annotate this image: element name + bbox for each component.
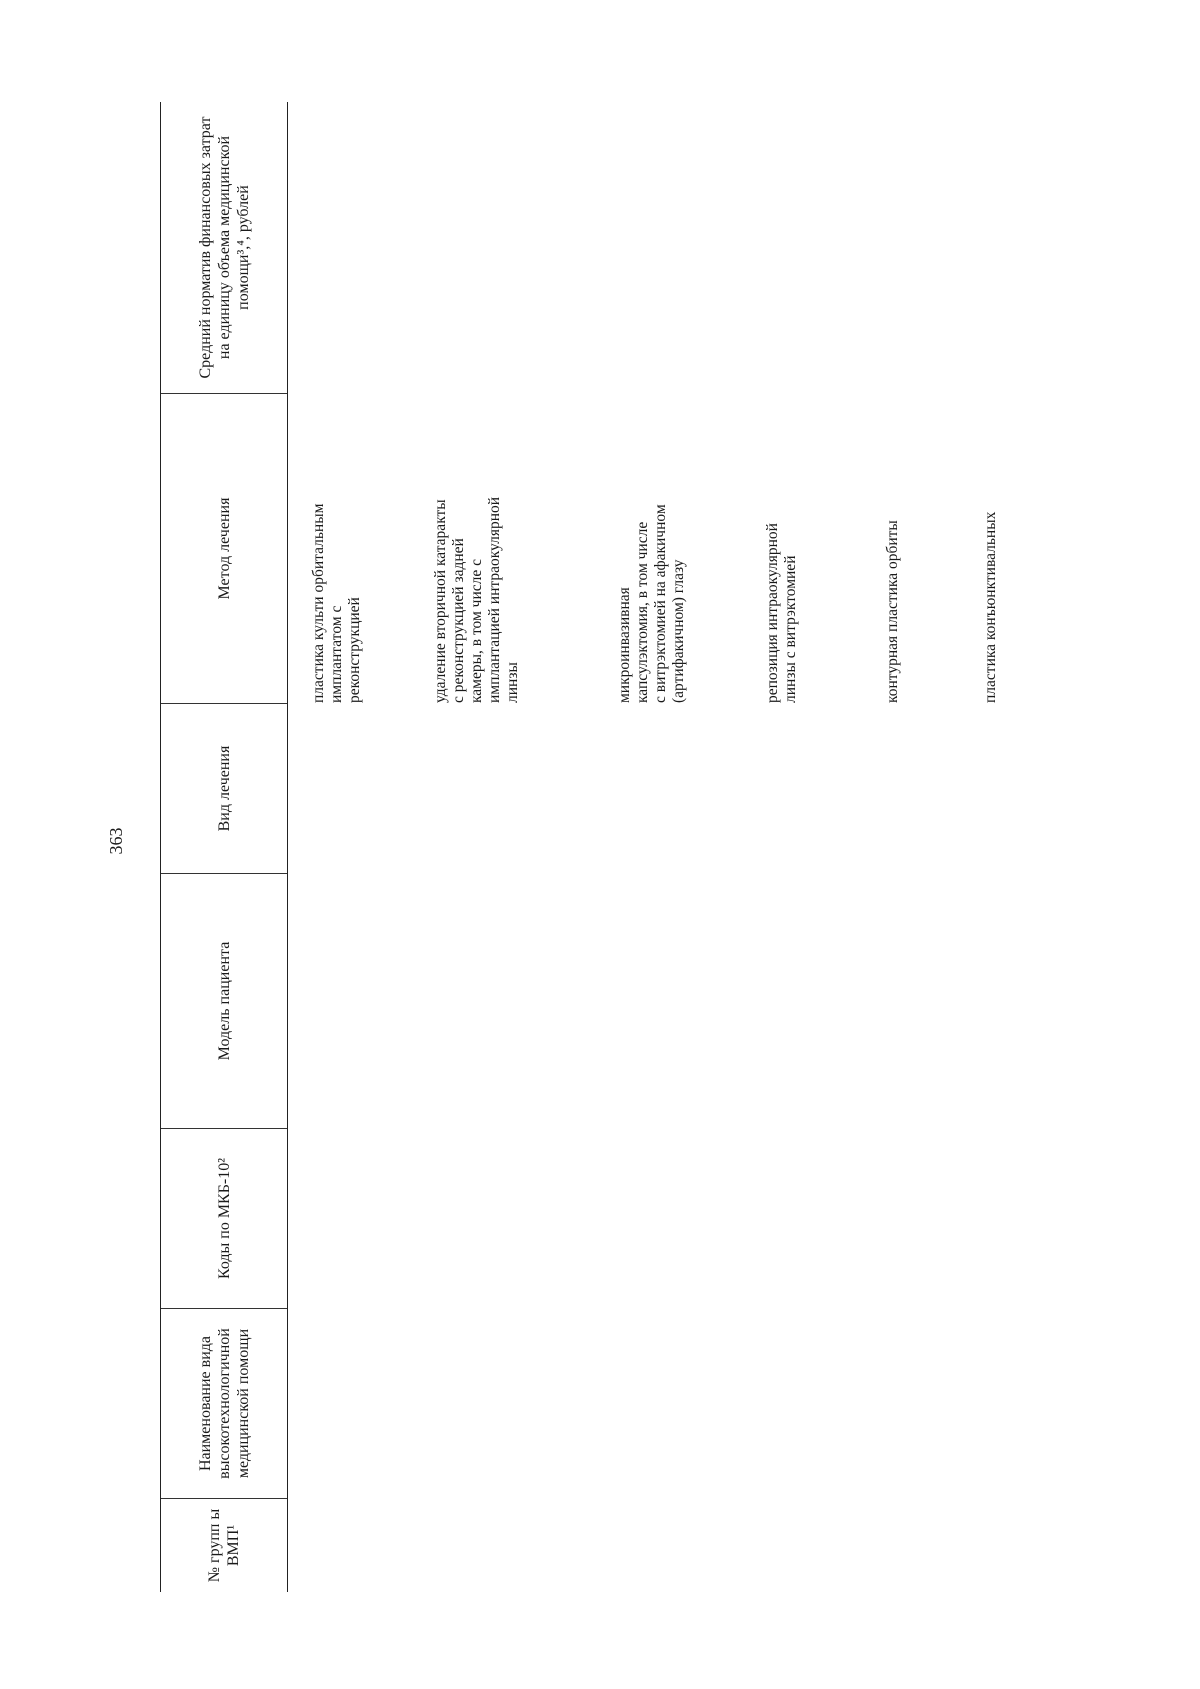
method-line: (артифакичном) глазу <box>670 559 687 703</box>
page-number: 363 <box>106 827 126 855</box>
method-line: микроинвазивная <box>616 587 633 703</box>
method-line: линзы <box>504 662 521 703</box>
method-line: реконструкцией <box>346 597 363 703</box>
method-line: удаление вторичной катаракты <box>432 499 449 703</box>
method-line: с реконструкцией задней <box>450 538 467 703</box>
header-group-number: № групп ы ВМП¹ <box>161 1498 287 1592</box>
method-line: пластика культи орбитальным <box>310 503 327 703</box>
method-entry <box>884 403 902 703</box>
header-cost-standard: Средний норматив финансовых затрат на единицу объема медицинской помощи³,⁴, рублей <box>196 116 252 379</box>
header-treatment-method: Метод лечения <box>161 393 287 703</box>
method-line: капсулэктомия, в том числе <box>634 521 651 703</box>
header-vmp-name: Наименование вида высокотехнологичной медицинской помощи <box>161 1308 287 1498</box>
method-line: контурная пластика орбиты <box>884 520 901 703</box>
method-line: с витрэктомией на афакичном <box>652 504 669 703</box>
rotated-table <box>160 102 1160 1592</box>
header-treatment-type: Вид лечения <box>161 703 287 873</box>
method-line: репозиция интраокулярной <box>764 523 781 703</box>
method-line: камеры, в том числе с <box>468 558 485 703</box>
method-entry <box>310 403 364 703</box>
method-entry <box>616 403 688 703</box>
method-entry <box>764 403 800 703</box>
header-icd-codes: Коды по МКБ-10² <box>161 1128 287 1308</box>
method-line: линзы с витрэктомией <box>782 555 799 703</box>
method-line: пластика конъюнктивальных <box>982 511 999 703</box>
method-entry <box>982 403 1000 703</box>
method-entry <box>432 403 522 703</box>
table-header <box>160 102 288 1592</box>
method-line: имплантацией интраокулярной <box>486 496 503 703</box>
header-patient-model: Модель пациента <box>161 873 287 1128</box>
method-line: имплантатом с <box>328 605 345 703</box>
